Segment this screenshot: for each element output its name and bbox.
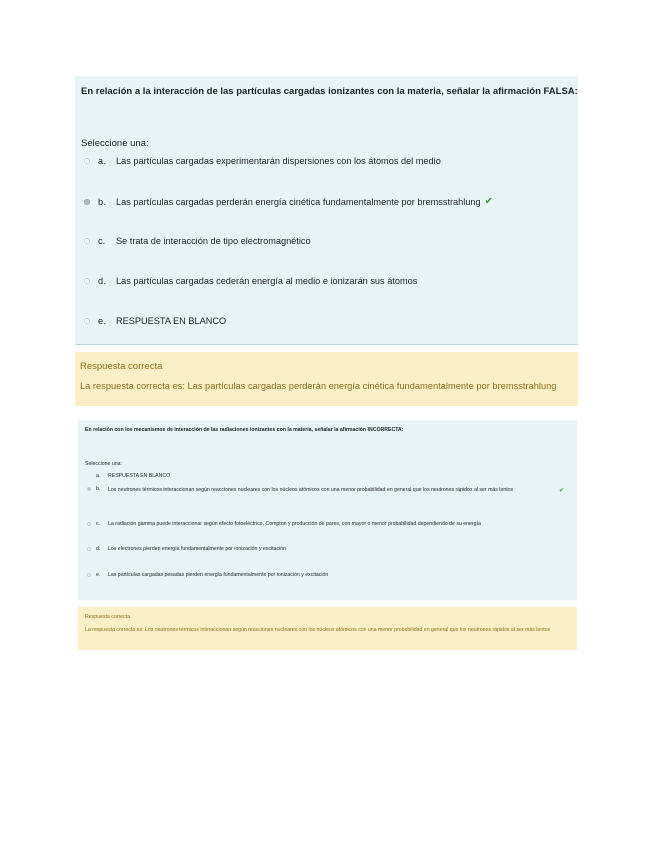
- option-letter: b.: [98, 196, 106, 207]
- option-text: Los neutrones térmicos interaccionan según reacciones nucleares con los núcleos atómicos con una menor probabilidad en general que los neutrones rápidos al ser más lentos: [108, 487, 514, 493]
- option-letter: e.: [98, 316, 106, 326]
- q1-option-d[interactable]: [84, 276, 417, 286]
- option-text: Las partículas cargadas experimentarán dispersiones con los átomos del medio: [116, 156, 441, 166]
- question-1-card: [75, 76, 578, 345]
- question-2-card: [78, 420, 577, 600]
- feedback-title: Respuesta correcta: [85, 614, 130, 620]
- option-letter: d.: [98, 276, 106, 286]
- question-1-feedback: [75, 352, 578, 406]
- option-letter: a.: [98, 156, 106, 166]
- option-letter: e.: [96, 572, 101, 578]
- option-text: Las partículas cargadas pesadas pierden energía fundamentalmente por ionización y excitación: [108, 572, 329, 578]
- option-letter: a.: [96, 473, 101, 479]
- radio-icon[interactable]: [87, 547, 91, 551]
- q2-option-e[interactable]: [87, 572, 328, 578]
- question-2-text: En relación con los mecanismos de interacción de las radiaciones ionizantes con la materia, señalar la afirmación INCORRECTA:: [85, 427, 404, 433]
- radio-icon[interactable]: [84, 318, 90, 324]
- q2-option-d[interactable]: [87, 546, 286, 552]
- feedback-title: Respuesta correcta: [80, 361, 163, 372]
- radio-icon[interactable]: [84, 278, 90, 284]
- radio-selected-icon[interactable]: [87, 487, 91, 491]
- option-text: Las partículas cargadas perderán energía cinética fundamentalmente por bremsstrahlung: [116, 196, 481, 207]
- option-text: RESPUESTA EN BLANCO: [108, 473, 171, 479]
- radio-icon[interactable]: [84, 158, 90, 164]
- radio-icon[interactable]: [84, 238, 90, 244]
- q1-option-a[interactable]: [84, 156, 441, 166]
- q2-option-c[interactable]: [87, 521, 481, 527]
- option-text: RESPUESTA EN BLANCO: [116, 316, 227, 326]
- option-letter: c.: [96, 521, 101, 527]
- question-1-text: En relación a la interacción de las partículas cargadas ionizantes con la materia, señalar la afirmación FALSA:: [81, 86, 578, 97]
- option-text: La radiación gamma puede interaccionar según efecto fotoeléctrico, Compton y producción de pares, con mayor o menor probabilidad dependiendo de su energía: [108, 521, 481, 527]
- check-icon: ✔: [559, 488, 565, 494]
- q2-option-a[interactable]: [87, 473, 170, 479]
- option-text: Los electrones pierden energía fundamentalmente por ionización y excitación: [108, 546, 286, 552]
- option-letter: c.: [98, 236, 106, 246]
- option-text: Las partículas cargadas cederán energía al medio e ionizarán sus átomos: [116, 276, 418, 286]
- q2-option-b[interactable]: [87, 486, 547, 495]
- question-1-prompt: Seleccione una:: [81, 138, 149, 149]
- option-letter: d.: [96, 546, 101, 552]
- radio-icon[interactable]: [87, 522, 91, 526]
- radio-icon[interactable]: [87, 573, 91, 577]
- question-2-prompt: Seleccione una:: [85, 461, 122, 467]
- feedback-text: La respuesta correcta es: Las partículas cargadas perderán energía cinética fundamentalmente por bremsstrahlung: [80, 381, 557, 391]
- radio-selected-icon[interactable]: [84, 199, 90, 205]
- q1-option-b[interactable]: [84, 196, 493, 207]
- q1-option-c[interactable]: [84, 236, 311, 246]
- option-letter: b.: [96, 486, 101, 492]
- feedback-text: La respuesta correcta es: Los neutrones térmicos interaccionan según reacciones nucleares con los núcleos atómicos con una menor probabilidad en general que los neutrones rápidos al ser más lentos: [85, 627, 551, 633]
- check-icon: ✔: [484, 196, 494, 207]
- option-text: Se trata de interacción de tipo electromagnético: [116, 236, 311, 246]
- q1-option-e[interactable]: [84, 316, 226, 326]
- question-2-feedback: [78, 607, 577, 650]
